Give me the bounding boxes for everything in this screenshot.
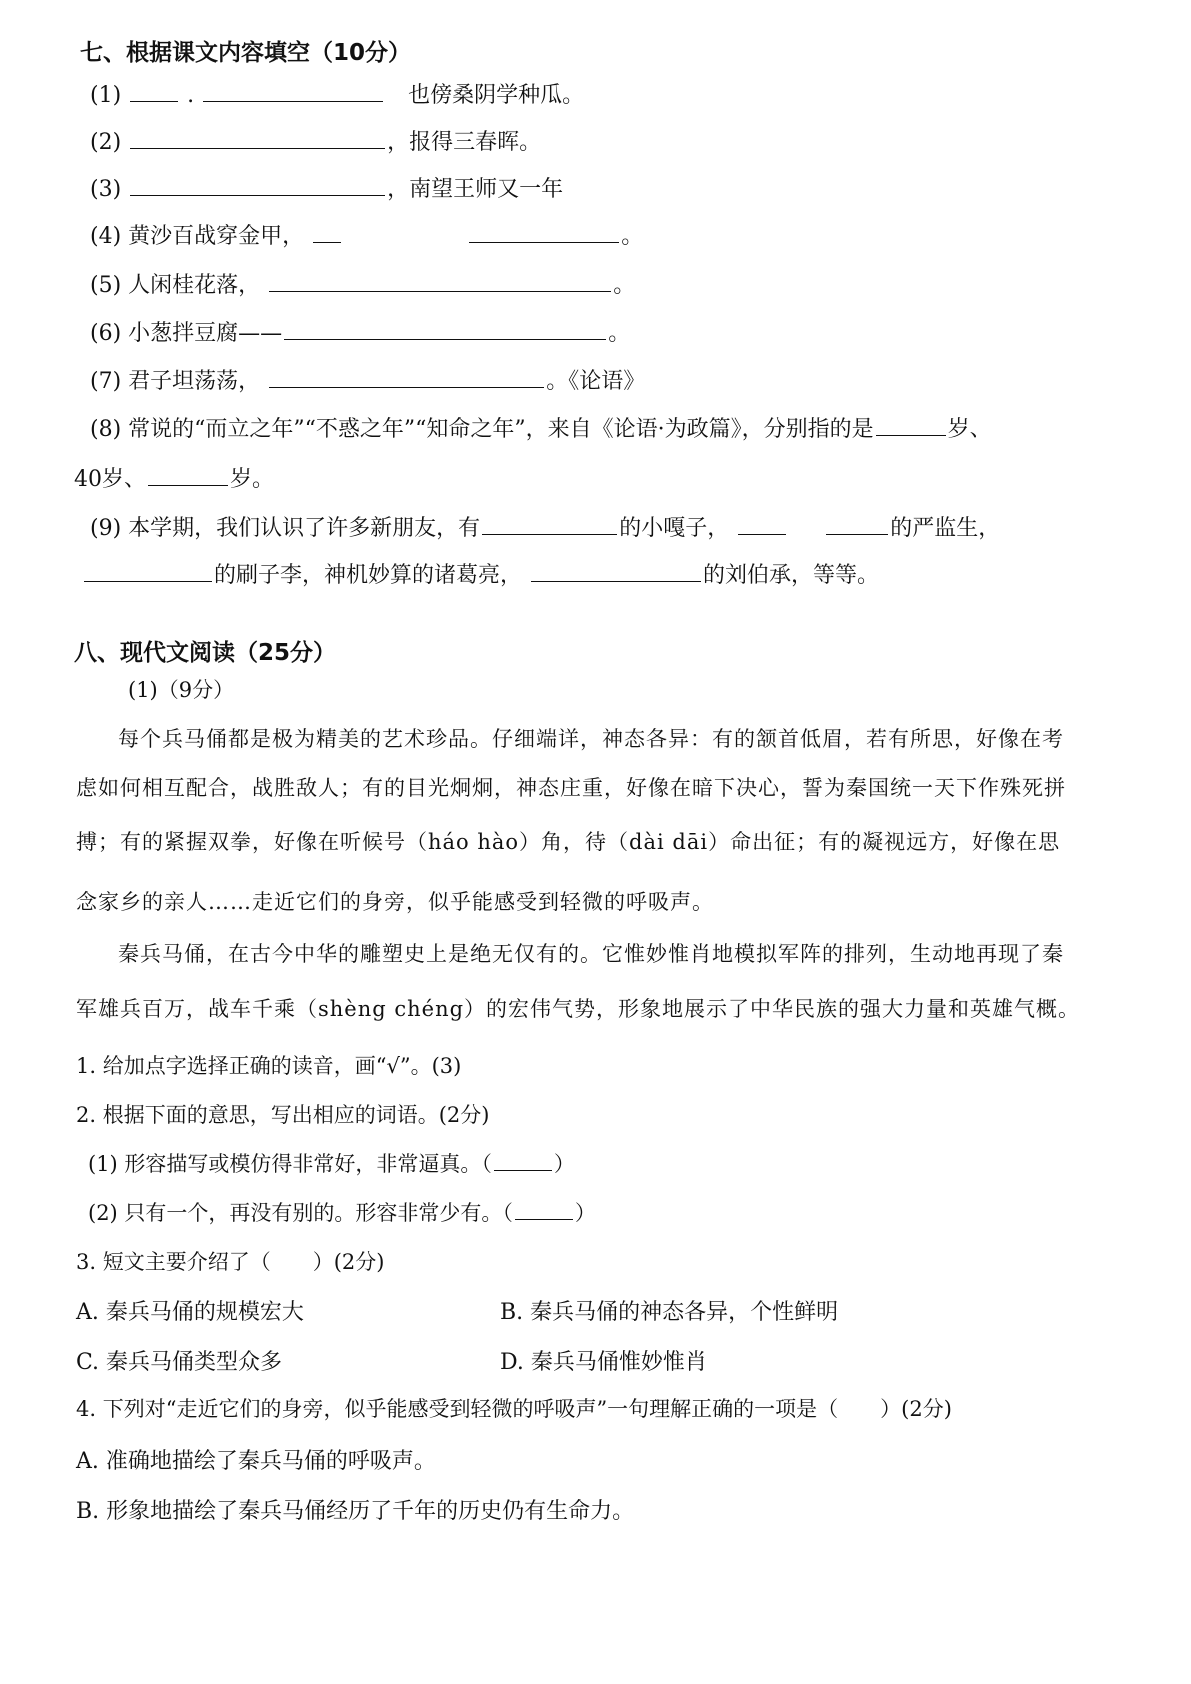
blank-9e[interactable] [531,561,701,582]
blank-8a[interactable] [876,415,946,436]
question-1: 1. 给加点字选择正确的读音，画“√”。(3) [76,1054,462,1078]
question-2-1: (1) 形容描写或模仿得非常好，非常逼真。（ ） [88,1152,575,1176]
blank-5[interactable] [269,271,611,292]
para1-line4: 念家乡的亲人……走近它们的身旁，似乎能感受到轻微的呼吸声。 [76,890,714,914]
q3-option-c[interactable]: C. 秦兵马俑类型众多 [76,1350,283,1375]
blank-9c[interactable] [826,514,888,535]
blank-9a[interactable] [482,514,617,535]
fill-item-3: (3) ，南望王师又一年 [90,177,564,202]
fill-item-7: (7) 君子坦荡荡， 。《论语》 [90,369,646,394]
fill-item-2: (2) ，报得三春晖。 [90,130,542,155]
blank-3[interactable] [130,175,385,196]
question-2-2: (2) 只有一个，再没有别的。形容非常少有。（ ） [88,1201,596,1225]
para2-line2: 军雄兵百万，战车千乘（shèng chéng）的宏伟气势，形象地展示了中华民族的强大力量和英雄气概。 [76,997,1081,1021]
section8-sub: (1)（9分） [128,678,235,702]
q3-option-b[interactable]: B. 秦兵马俑的神态各异，个性鲜明 [500,1300,839,1325]
fill-item-8: (8) 常说的“而立之年”“不惑之年”“知命之年”，来自《论语·为政篇》，分别指的是 岁、 [90,417,992,442]
q3-option-a[interactable]: A. 秦兵马俑的规模宏大 [76,1300,304,1325]
para1-line1: 每个兵马俑都是极为精美的艺术珍品。仔细端详，神态各异：有的颔首低眉，若有所思，好像在考 [118,727,1064,751]
fill-item-6: (6) 小葱拌豆腐—— 。 [90,321,631,346]
fill-item-8-line2: 40岁、 岁。 [74,467,275,492]
fill-item-9-line2: 的刷子李，神机妙算的诸葛亮， 的刘伯承，等等。 [82,558,879,589]
blank-2[interactable] [130,128,385,149]
blank-q2b[interactable] [515,1199,573,1220]
blank-1a[interactable] [130,81,178,102]
blank-4b[interactable] [469,222,619,243]
section7-title: 七、根据课文内容填空（10分） [80,40,412,66]
para1-line2: 虑如何相互配合，战胜敌人；有的目光炯炯，神态庄重，好像在暗下决心，誓为秦国统一天下作殊死拼 [76,776,1066,800]
blank-q2a[interactable] [494,1150,552,1171]
para1-line3: 搏；有的紧握双拳，好像在听候号（háo hào）角，待（dài dāi）命出征；有的凝视远方，好像在思 [76,830,1061,854]
fill-item-5: (5) 人闲桂花落， 。 [90,273,636,298]
section8-title: 八、现代文阅读（25分） [74,640,337,666]
blank-9d[interactable] [84,561,212,582]
blank-4a[interactable] [313,222,341,243]
question-2: 2. 根据下面的意思，写出相应的词语。(2分) [76,1103,490,1127]
fill-item-4: (4) 黄沙百战穿金甲， 。 [90,224,644,249]
question-3: 3. 短文主要介绍了（ ）(2分) [76,1250,385,1274]
para2-line1: 秦兵马俑，在古今中华的雕塑史上是绝无仅有的。它惟妙惟肖地模拟军阵的排列，生动地再现了秦 [118,942,1064,966]
q3-option-d[interactable]: D. 秦兵马俑惟妙惟肖 [500,1350,707,1375]
blank-6[interactable] [284,319,606,340]
question-4: 4. 下列对“走近它们的身旁，似乎能感受到轻微的呼吸声”一句理解正确的一项是（ ）(2分) [76,1397,952,1421]
blank-7[interactable] [269,367,544,388]
fill-item-1: (1) . 也傍桑阴学种瓜。 [90,83,585,108]
blank-1b[interactable] [203,81,383,102]
blank-8b[interactable] [148,465,228,486]
q4-option-a[interactable]: A. 准确地描绘了秦兵马俑的呼吸声。 [76,1449,436,1474]
blank-9b[interactable] [738,514,786,535]
fill-item-9: (9) 本学期，我们认识了许多新朋友，有 的小嘎子， 的严监生， [90,516,1001,541]
q4-option-b[interactable]: B. 形象地描绘了秦兵马俑经历了千年的历史仍有生命力。 [76,1499,635,1524]
